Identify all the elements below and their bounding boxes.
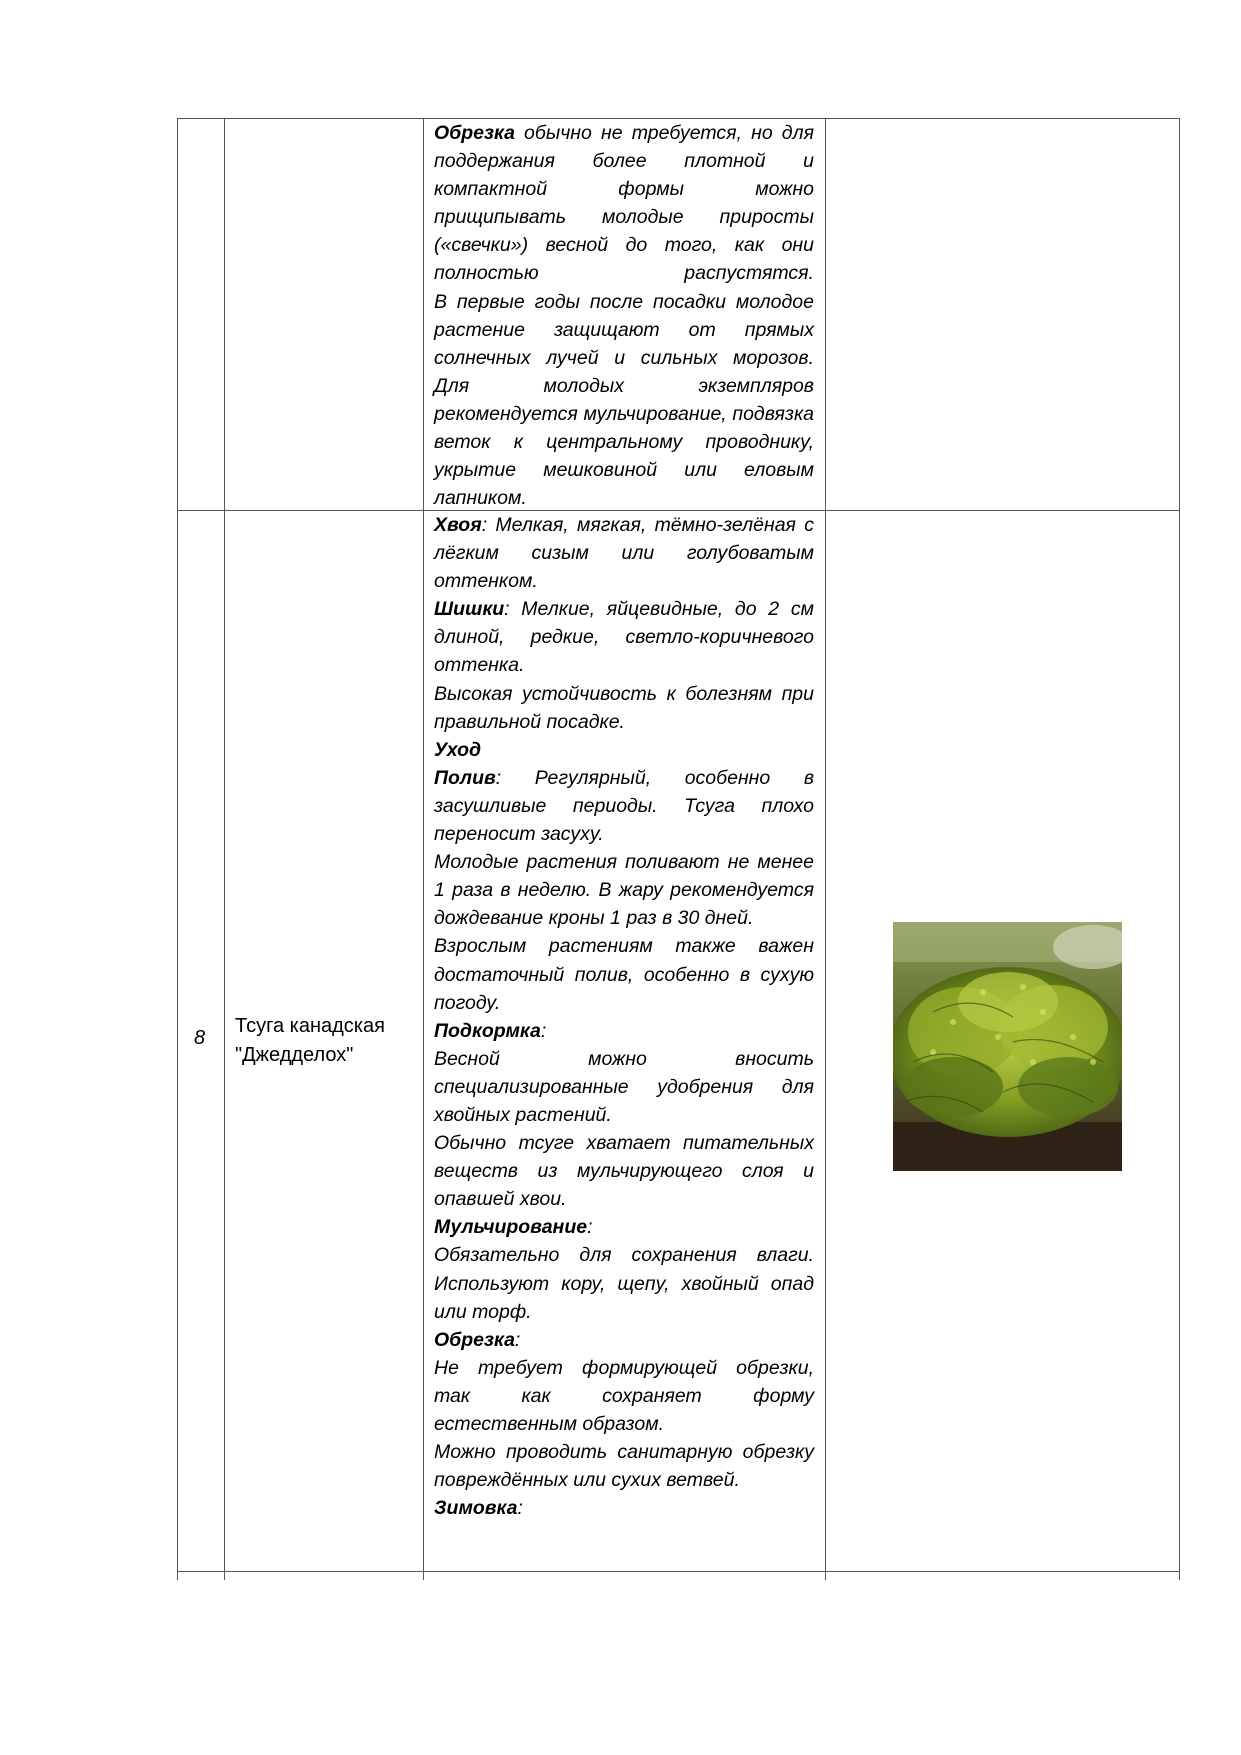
feeding-usual-paragraph: Обычно тсуге хватает питательных веществ из мульчирующего слоя и опавшей хвои. [434,1132,814,1211]
column-divider-3 [825,118,826,1580]
feeding-heading: Подкормка: [434,1019,547,1042]
plant-name [235,1012,415,1070]
sanitary-pruning-paragraph: Можно проводить санитарную обрезку повреждённых или сухих ветвей. [434,1441,814,1492]
table-border-bottom [177,1571,1180,1572]
watering-young-paragraph: Молодые растения поливают не менее 1 раза в неделю. В жару рекомендуется дождевание кроны 1 раз в 30 дней. [434,851,814,930]
resistance-paragraph: Высокая устойчивость к болезням при правильной посадке. [434,682,814,733]
row1-paragraph-3: Для молодых экземпляров рекомендуется мульчирование, подвязка веток к центральному проводнику, укрытие мешковиной или еловым лапником. [434,374,814,510]
watering-paragraph: Полив: Регулярный, особенно в засушливые периоды. Тсуга плохо переносит засуху. [434,766,814,846]
column-divider-1 [224,118,225,1580]
mulching-paragraph: Обязательно для сохранения влаги. Используют кору, щепу, хвойный опад или торф. [434,1244,814,1323]
pruning-paragraph: Не требует формирующей обрезки, так как сохраняет форму естественным образом. [434,1356,814,1435]
mulching-heading: Мульчирование: [434,1216,593,1239]
watering-adult-paragraph: Взрослым растениям также важен достаточный полив, особенно в сухую погоду. [434,935,814,1014]
care-heading: Уход [434,738,482,761]
row1-care-text [434,119,814,512]
row-number: 8 [194,1027,206,1049]
pruning-heading: Обрезка: [434,1328,521,1351]
cones-paragraph: Шишки: Мелкие, яйцевидные, до 2 см длиной, редкие, светло-коричневого оттенка. [434,598,814,677]
row2-care-text [434,511,814,1522]
conifer-shrub-photo [893,922,1122,1171]
plant-name-line-2: "Джедделох" [235,1044,354,1066]
column-divider-2 [423,118,424,1580]
wintering-heading: Зимовка: [434,1497,523,1520]
row1-paragraph-1: Обрезка обычно не требуется, но для поддержания более плотной и компактной формы можно прищипывать молодые приросты («свечки») весной до того, как они полностью распустятся. [434,122,814,285]
row1-paragraph-2: В первые годы после посадки молодое растение защищают от прямых солнечных лучей и сильных морозов. [434,290,814,369]
needles-paragraph: Хвоя: Мелкая, мягкая, тёмно-зелёная с лёгким сизым или голубоватым оттенком. [434,514,814,593]
table-border-left [177,118,178,1580]
table-border-right [1179,118,1180,1580]
feeding-spring-paragraph: Весной можно вносить специализированные удобрения для хвойных растений. [434,1047,814,1126]
plant-name-line-1: Тсуга канадская [235,1015,385,1037]
